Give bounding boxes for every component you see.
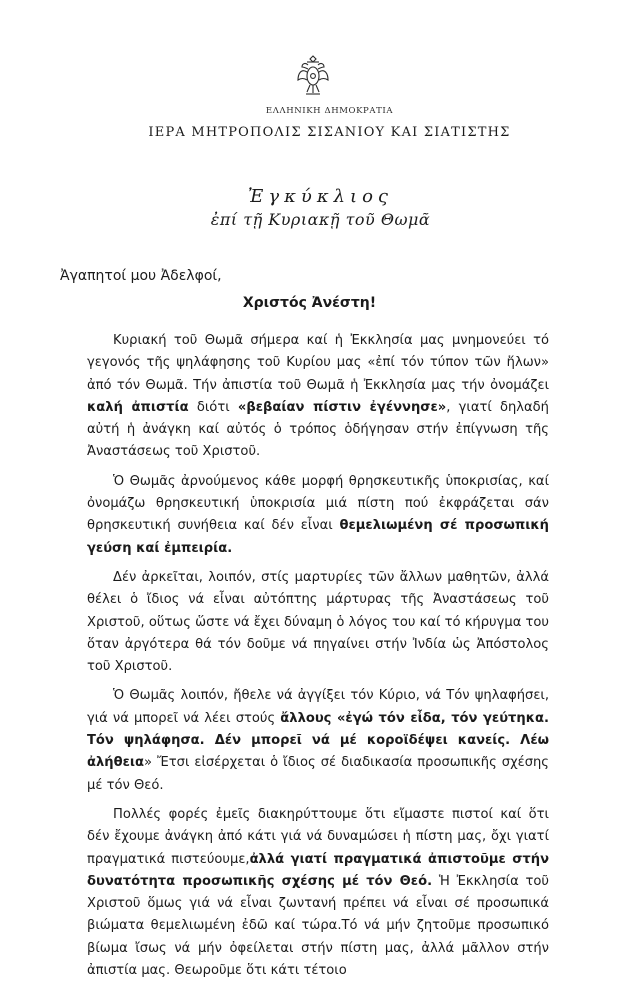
- paragraph-text: Ἡ Ἐκκλησία τοῦ Χριστοῦ ὅμως γιά νά εἶναι ζωντανή πρέπει νά εἶναι σέ προσωπικά βιώματα θεμελιωμένη ἐδῶ καί τώρα.Τό νά μήν ζητοῦμε προσωπικό βίωμα ἴσως νά μήν ὀφείλεται στήν πίστη μας, ἀλλά μᾶλλον στήν ἀπιστία μας. Θεωροῦμε ὅτι κάτι τέτοιο: [87, 873, 549, 979]
- paragraph-text: Ὁ Θωμᾶς λοιπόν, ἤθελε νά ἀγγίξει τόν Κύριο, νά Τόν ψηλαφήσει, γιά νά μπορεῖ νά λέει στούς: [87, 688, 549, 726]
- paragraph-2: [87, 471, 549, 560]
- letter-body: [87, 330, 549, 989]
- country-name: ΕΛΛΗΝΙΚΗ ΔΗΜΟΚΡΑΤΙΑ: [265, 106, 394, 116]
- paragraph-text: Ὁ Θωμᾶς ἀρνούμενος κάθε μορφή θρησκευτικῆς ὑποκρισίας, καί ὀνομάζω θρησκευτική ὑποκρισία μιά πίστη πού ἐκφράζεται σάν θρησκευτική συνήθεια καί δέν εἶναι: [87, 473, 549, 534]
- emphasis-text: ἄλλους «ἐγώ τόν εἶδα, τόν γεύτηκα. Τόν ψηλάφησα. Δέν μπορεῖ νά μέ κοροϊδέψει κανείς. Λέω ἀλήθεια: [87, 710, 549, 771]
- double-headed-eagle-emblem-icon: [296, 54, 330, 98]
- document-title: Ἐγκύκλιος: [247, 186, 394, 207]
- paragraph-text: Δέν ἀρκεῖται, λοιπόν, στίς μαρτυρίες τῶν ἄλλων μαθητῶν, ἀλλά θέλει ὁ ἴδιος νά εἶναι αὐτόπτης μάρτυρας τῆς Ἀναστάσεως τοῦ Χριστοῦ, οὕτως ὥστε νά ἔχει δύναμη ὁ λόγος του καί τό κήρυγμα του ὅταν ἀργότερα θά τόν δοῦμε νά πηγαίνει στήν Ἰνδία ὡς Ἀπόστολος τοῦ Χριστοῦ.: [87, 569, 549, 675]
- emphasis-text: «βεβαίαν πίστιν ἐγέννησε»: [237, 399, 447, 415]
- emphasis-text: ἀλλά γιατί πραγματικά ἀπιστοῦμε στήν δυνατότητα προσωπικῆς σχέσης μέ τόν Θεό.: [87, 851, 549, 889]
- greeting: Ἀγαπητοί μου Ἀδελφοί,: [60, 268, 222, 284]
- metropolis-name: ΙΕΡΑ ΜΗΤΡΟΠΟΛΙΣ ΣΙΣΑΝΙΟΥ ΚΑΙ ΣΙΑΤΙΣΤΗΣ: [148, 125, 511, 140]
- paragraph-4: [87, 685, 549, 796]
- emphasis-text: καλή ἀπιστία: [87, 399, 189, 415]
- paragraph-text: » Ἔτσι εἰσέρχεται ὁ ἴδιος σέ διαδικασία προσωπικῆς σχέσης μέ τόν Θεό.: [87, 755, 549, 793]
- emphasis-text: θεμελιωμένη σέ προσωπική γεύση καί ἐμπειρία.: [87, 518, 549, 556]
- paragraph-3: [87, 567, 549, 678]
- paragraph-text: διότι: [188, 399, 238, 415]
- paragraph-1: [87, 330, 549, 464]
- paragraph-text: Κυριακή τοῦ Θωμᾶ σήμερα καί ἡ Ἐκκλησία μας μνημονεύει τό γεγονός τῆς ψηλάφησης τοῦ Κυρίου μας «ἐπί τόν τύπον τῶν ἥλων» ἀπό τόν Θωμᾶ. Τήν ἀπιστία τοῦ Θωμᾶ ἡ Ἐκκλησία μας τήν ὀνομάζει: [87, 333, 549, 393]
- paragraph-text: , γιατί δηλαδή αὐτή ἡ ἀνάγκη καί αὐτός ὁ τρόπος ὁδήγησαν στήν ἐπίγνωση τῆς Ἀναστάσεως τοῦ Χριστοῦ.: [87, 399, 549, 460]
- easter-greeting: Χριστός Ἀνέστη!: [242, 295, 377, 311]
- paragraph-text: Πολλές φορές ἐμεῖς διακηρύττουμε ὅτι εἴμαστε πιστοί καί ὅτι δέν ἔχουμε ἀνάγκη ἀπό κάτι γιά νά δυναμώσει ἡ πίστη μας, ὄχι γιατί πραγματικά πιστεύουμε,: [87, 806, 549, 867]
- document-subtitle: ἐπί τῇ Κυριακῇ τοῦ Θωμᾶ: [210, 210, 431, 229]
- paragraph-5: [87, 804, 549, 982]
